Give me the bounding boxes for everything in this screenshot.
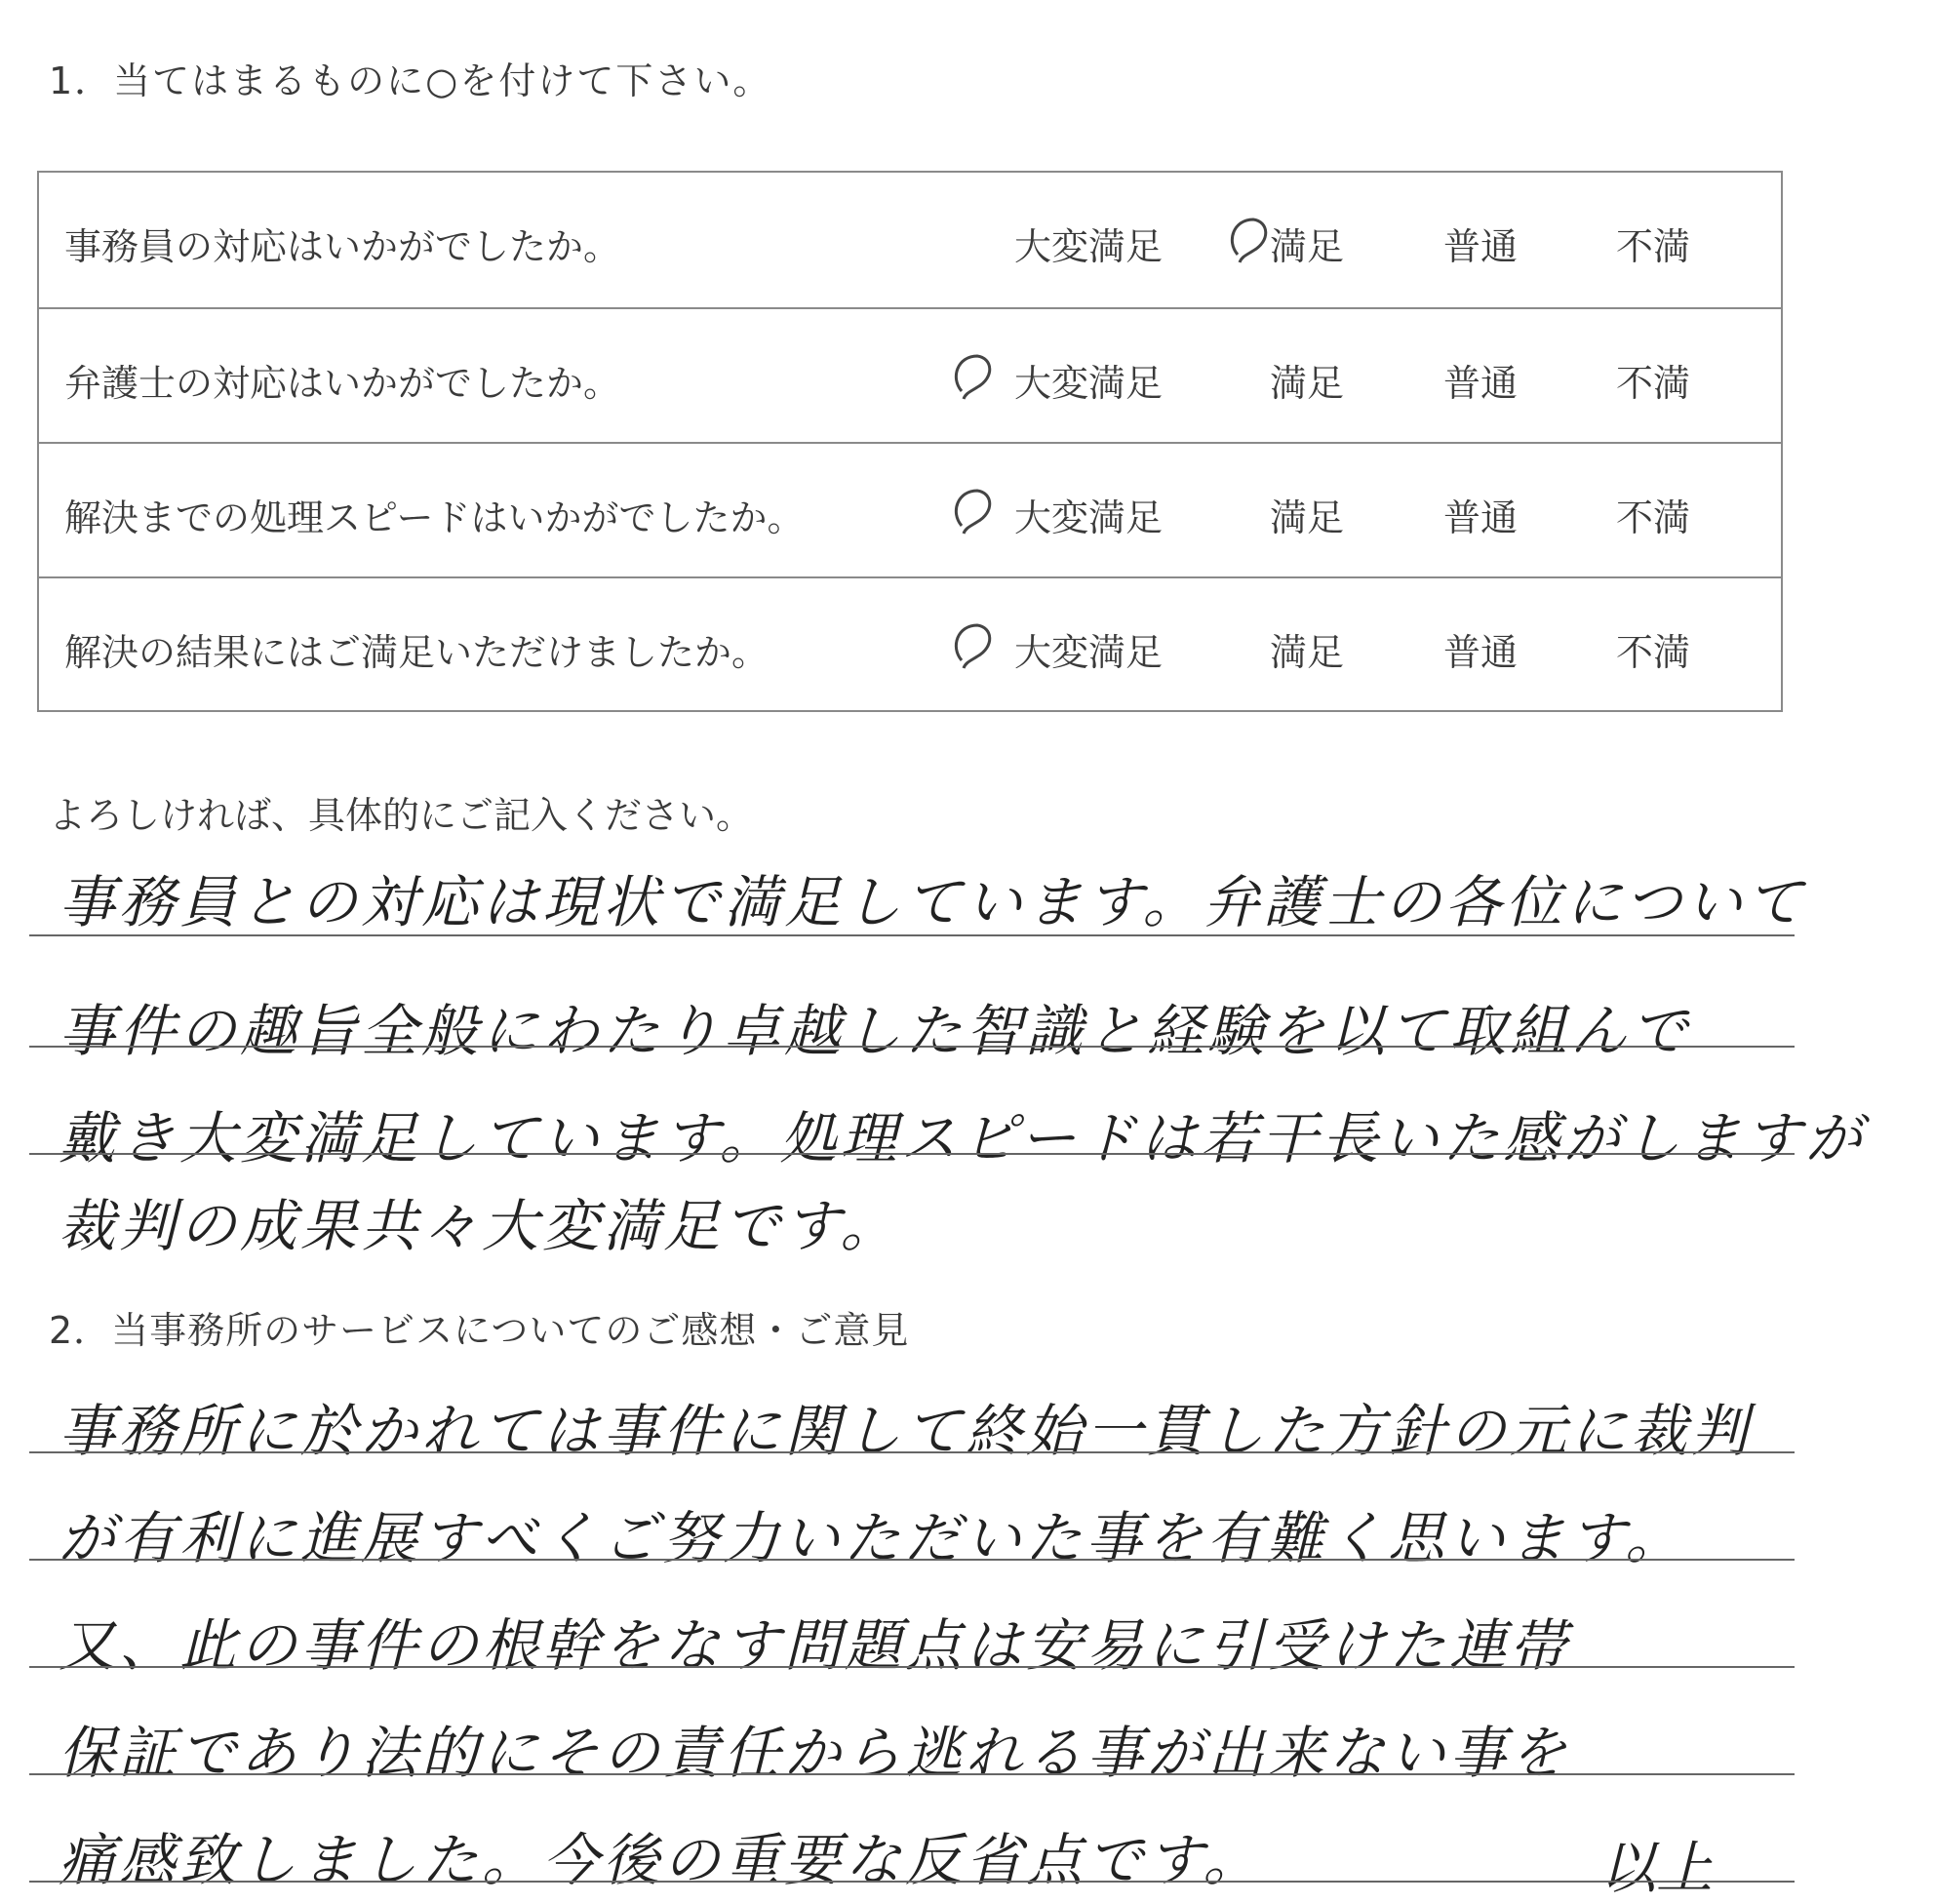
writing-line: [29, 1451, 1795, 1453]
handwritten-comment-line: 戴き大変満足しています。処理スピードは若干長いた感がしますが: [59, 1105, 1867, 1171]
option-very-satisfied: 大変満足: [1014, 362, 1164, 405]
closing-signoff: 以上: [1599, 1835, 1714, 1901]
question-1-title: 1．当てはまるものに○を付けて下さい。: [49, 60, 772, 102]
writing-line: [29, 1773, 1795, 1775]
handwritten-opinion-line: 又、此の事件の根幹をなす問題点は安易に引受けた連帯: [59, 1612, 1571, 1679]
row-question: 事務員の対応はいかがでしたか。: [64, 225, 621, 268]
table-row: [39, 442, 1781, 578]
option-dissatisfied: 不満: [1616, 225, 1691, 268]
writing-line: [29, 1559, 1795, 1561]
writing-line: [29, 1046, 1795, 1048]
handwritten-comment-line: 裁判の成果共々大変満足です。: [59, 1193, 901, 1259]
row-question: 解決の結果にはご満足いただけましたか。: [64, 631, 770, 674]
writing-line: [29, 1881, 1795, 1883]
circle-mark-icon: [1224, 212, 1275, 264]
satisfaction-table: [37, 171, 1783, 712]
option-very-satisfied: 大変満足: [1014, 225, 1164, 268]
option-satisfied: 満足: [1270, 631, 1345, 674]
option-average: 普通: [1443, 631, 1519, 674]
row-question: 弁護士の対応はいかがでしたか。: [64, 362, 621, 405]
handwritten-opinion-line: が有利に進展すべくご努力いただいた事を有難く思います。: [59, 1505, 1686, 1571]
circle-mark-icon: [948, 617, 999, 670]
option-satisfied: 満足: [1270, 496, 1345, 539]
handwritten-opinion-line: 痛感致しました。今後の重要な反省点です。: [59, 1827, 1264, 1893]
handwritten-comment-line: 事務員との対応は現状で満足しています。弁護士の各位について: [59, 869, 1807, 935]
writing-line: [29, 934, 1795, 936]
row-question: 解決までの処理スピードはいかがでしたか。: [64, 496, 805, 539]
circle-mark-icon: [948, 483, 999, 536]
option-average: 普通: [1443, 496, 1519, 539]
option-dissatisfied: 不満: [1616, 362, 1691, 405]
comment-prompt: よろしければ、具体的にご記入ください。: [49, 794, 754, 837]
option-average: 普通: [1443, 362, 1519, 405]
option-dissatisfied: 不満: [1616, 496, 1691, 539]
writing-line: [29, 1153, 1795, 1155]
handwritten-opinion-line: 事務所に於かれては事件に関して終始一貫した方針の元に裁判: [59, 1398, 1753, 1464]
option-average: 普通: [1443, 225, 1519, 268]
option-very-satisfied: 大変満足: [1014, 496, 1164, 539]
option-satisfied: 満足: [1270, 362, 1345, 405]
option-very-satisfied: 大変満足: [1014, 631, 1164, 674]
table-row: [39, 307, 1781, 444]
table-row: [39, 576, 1781, 713]
table-row: [39, 173, 1781, 307]
writing-line: [29, 1666, 1795, 1668]
handwritten-opinion-line: 保証であり法的にその責任から逃れる事が出来ない事を: [59, 1720, 1571, 1786]
option-satisfied: 満足: [1270, 225, 1345, 268]
handwritten-comment-line: 事件の趣旨全般にわたり卓越した智識と経験を以て取組んで: [59, 998, 1692, 1064]
question-2-title: 2．当事務所のサービスについてのご感想・ご意見: [49, 1309, 910, 1352]
option-dissatisfied: 不満: [1616, 631, 1691, 674]
circle-mark-icon: [948, 348, 999, 401]
